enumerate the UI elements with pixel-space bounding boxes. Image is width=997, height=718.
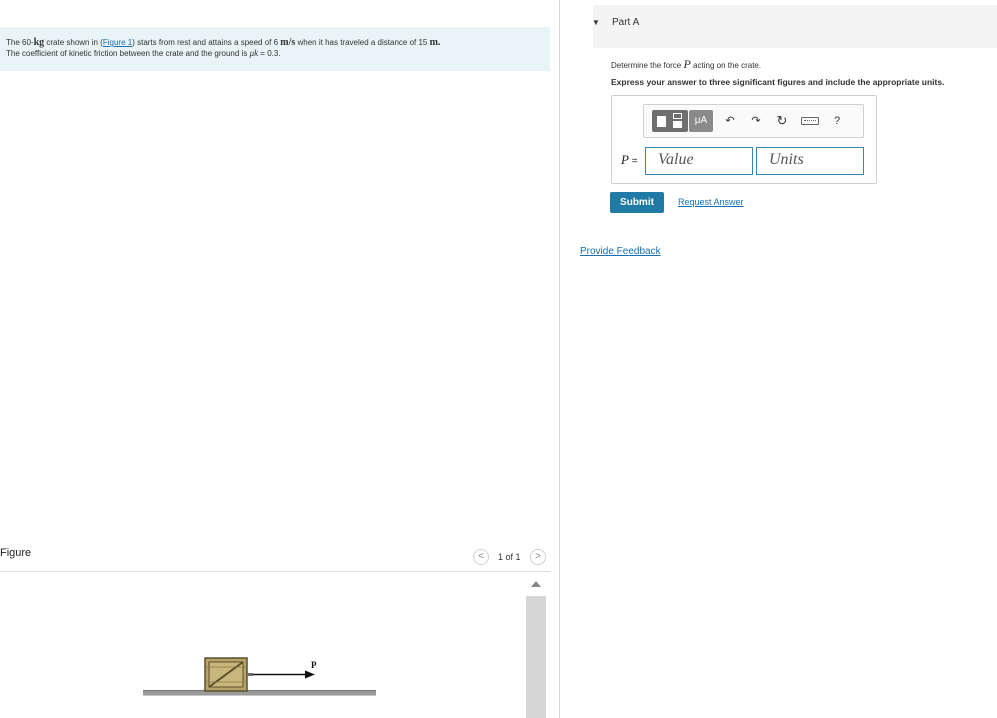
reset-icon[interactable]: ↻ [776,113,788,128]
problem-line-1: The 60-kg crate shown in (Figure 1) starts from rest and attains a speed of 6 m/s when it has traveled a distance of 15 m. [6,37,441,48]
force-arrow [247,671,315,679]
redo-icon[interactable]: ↷ [751,115,761,127]
unit-ms: m/s [280,37,296,48]
scroll-up-icon[interactable] [531,581,541,587]
figure-link[interactable]: Figure 1 [102,38,133,47]
answer-instructions: Express your answer to three significant figures and include the appropriate units. [611,77,945,87]
ground-surface [143,690,376,696]
provide-feedback-link[interactable]: Provide Feedback [580,246,661,257]
keyboard-icon[interactable] [801,117,819,125]
scrollbar-thumb[interactable] [526,596,546,718]
crate-shape [205,658,247,691]
figure-heading: Figure [0,547,32,559]
question-variable: P [683,57,691,71]
submit-button[interactable]: Submit [610,192,664,213]
problem-line-2: The coefficient of kinetic friction between the crate and the ground is μk = 0.3. [6,48,281,58]
figure-prev-button[interactable]: < [473,549,489,565]
figure-next-button[interactable]: > [530,549,546,565]
mu-a-label: μA [694,115,708,126]
force-label: P [311,660,317,670]
figure-divider [0,571,550,572]
units-input[interactable]: Units [756,147,864,175]
part-title[interactable]: Part A [612,17,640,28]
question-text: Determine the force P acting on the crate. [611,57,762,71]
help-icon[interactable]: ? [833,115,841,127]
panel-divider [559,0,560,718]
figure-pager-text: 1 of 1 [498,552,521,562]
units-mu-a-button[interactable] [689,110,713,132]
templates-icon[interactable] [652,110,688,132]
request-answer-link[interactable]: Request Answer [678,197,744,207]
answer-variable-label: P = [621,152,638,167]
problem-statement [0,27,550,71]
undo-icon[interactable]: ↶ [725,115,735,127]
value-input[interactable]: Value [645,147,753,175]
part-header[interactable] [593,5,997,48]
figure-image [143,655,378,700]
unit-kg: kg [33,37,45,48]
unit-m: m. [429,37,441,48]
mu-k-symbol: μk [249,48,259,58]
collapse-caret-icon[interactable]: ▼ [592,18,600,27]
